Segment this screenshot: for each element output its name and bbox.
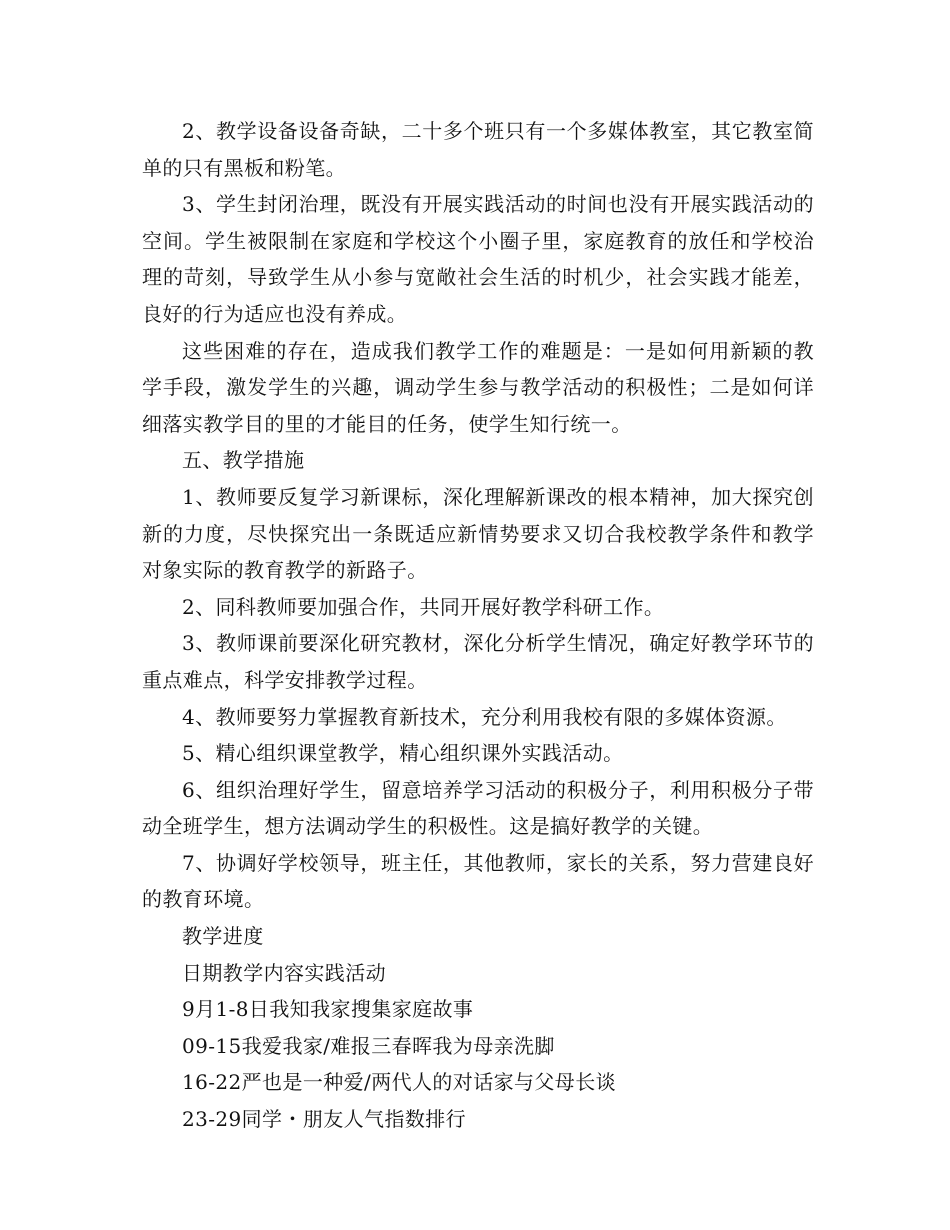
section-heading-teaching-schedule: 教学进度	[182, 924, 264, 949]
paragraph-measure-1: 1、教师要反复学习新课标，深化理解新课改的根本精神，加大探究创新的力度，尽快探究出一条既适应新情势要求又切合我校教学条件和教学对象实际的教育教学的新路子。	[142, 484, 814, 583]
paragraph-measure-7: 7、协调好学校领导，班主任，其他教师，家长的关系，努力营建良好的教育环境。	[142, 850, 814, 912]
section-heading-teaching-measures: 五、教学措施	[182, 448, 305, 473]
paragraph-measure-2: 2、同科教师要加强合作，共同开展好教学科研工作。	[182, 594, 665, 619]
paragraph-closed-management: 3、学生封闭治理，既没有开展实践活动的时间也没有开展实践活动的空间。学生被限制在家庭和学校这个小圈子里，家庭教育的放任和学校治理的苛刻，导致学生从小参与宽敞社会生活的时机少，社会实践才能差，良好的行为适应也没有养成。	[142, 192, 814, 326]
schedule-row: 23-29同学・朋友人气指数排行	[182, 1107, 467, 1132]
schedule-row: 09-15我爱我家/难报三春晖我为母亲洗脚	[182, 1033, 555, 1058]
paragraph-measure-3: 3、教师课前要深化研究教材，深化分析学生情况，确定好教学环节的重点难点，科学安排教学过程。	[142, 631, 814, 692]
paragraph-measure-4: 4、教师要努力掌握教育新技术，充分利用我校有限的多媒体资源。	[182, 704, 787, 729]
paragraph-measure-5: 5、精心组织课堂教学，精心组织课外实践活动。	[182, 741, 624, 766]
schedule-row: 9月1-8日我知我家搜集家庭故事	[182, 997, 474, 1022]
schedule-row: 16-22严也是一种爱/两代人的对话家与父母长谈	[182, 1070, 616, 1095]
paragraph-teaching-difficulties: 这些困难的存在，造成我们教学工作的难题是：一是如何用新颖的教学手段，激发学生的兴趣，调动学生参与教学活动的积极性；二是如何详细落实教学目的里的才能目的任务，使学生知行统一。	[142, 338, 814, 436]
paragraph-measure-6: 6、组织治理好学生，留意培养学习活动的积极分子，利用积极分子带动全班学生，想方法调动学生的积极性。这是搞好教学的关键。	[142, 777, 814, 839]
document-body	[142, 113, 814, 1138]
paragraph-equipment-shortage: 2、教学设备设备奇缺，二十多个班只有一个多媒体教室，其它教室简单的只有黑板和粉笔。	[142, 119, 814, 180]
schedule-header-row: 日期教学内容实践活动	[182, 960, 386, 985]
